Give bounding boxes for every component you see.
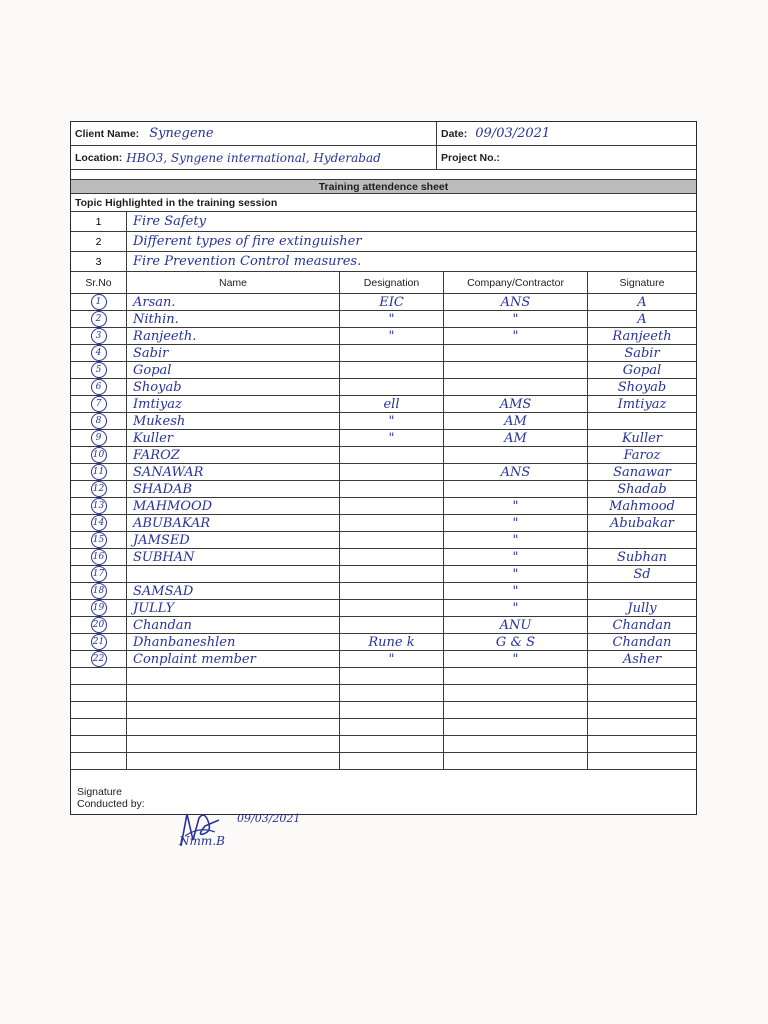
- sr-number: 17: [91, 566, 107, 582]
- table-row: [71, 685, 696, 702]
- sr-no-cell: [71, 549, 127, 565]
- company-text: ": [512, 498, 519, 514]
- header-signature: Signature: [619, 276, 665, 289]
- sr-number: 8: [91, 413, 107, 429]
- company-cell: [444, 311, 588, 327]
- name-cell: [127, 498, 340, 514]
- designation-cell: [340, 345, 444, 361]
- name-text: Mukesh: [133, 413, 186, 429]
- company-cell: [444, 719, 588, 735]
- sr-number: 18: [91, 583, 107, 599]
- name-cell: [127, 413, 340, 429]
- signature-cell: [588, 413, 696, 429]
- signature-text: A: [637, 294, 647, 310]
- signature-text: Sd: [633, 566, 651, 582]
- name-cell: [127, 651, 340, 667]
- name-cell: [127, 668, 340, 684]
- name-text: SHADAB: [133, 481, 192, 497]
- signature-text: Ranjeeth: [612, 328, 672, 344]
- sr-no-cell: [71, 651, 127, 667]
- designation-text: ": [388, 328, 395, 344]
- signature-text: Asher: [622, 651, 662, 667]
- company-cell: [444, 345, 588, 361]
- header-sr-no: Sr.No: [71, 272, 127, 293]
- designation-cell: [340, 617, 444, 633]
- name-cell: [127, 328, 340, 344]
- table-row: [71, 396, 696, 413]
- designation-cell: [340, 753, 444, 769]
- company-cell: [444, 600, 588, 616]
- name-cell: [127, 481, 340, 497]
- sr-number: 19: [91, 600, 107, 616]
- designation-text: Rune k: [368, 634, 415, 650]
- name-text: Conplaint member: [133, 651, 256, 667]
- table-header: [71, 272, 696, 294]
- sr-no-cell: [71, 311, 127, 327]
- signature-text: Shoyab: [617, 379, 667, 395]
- sr-no-cell: [71, 430, 127, 446]
- table-row: [71, 328, 696, 345]
- designation-cell: [340, 328, 444, 344]
- signature-text: Subhan: [616, 549, 668, 565]
- company-cell: [444, 413, 588, 429]
- name-cell: [127, 430, 340, 446]
- sr-no-cell: [71, 719, 127, 735]
- name-cell: [127, 702, 340, 718]
- name-cell: [127, 362, 340, 378]
- company-cell: [444, 651, 588, 667]
- signature-cell: [588, 345, 696, 361]
- designation-cell: [340, 515, 444, 531]
- sr-no-cell: [71, 498, 127, 514]
- sheet-banner: Training attendence sheet: [71, 180, 696, 194]
- name-cell: [127, 634, 340, 650]
- table-row: [71, 753, 696, 770]
- table-row: [71, 413, 696, 430]
- table-row: [71, 345, 696, 362]
- date-cell: [437, 122, 696, 145]
- location-label: Location:: [75, 151, 123, 164]
- table-row: [71, 379, 696, 396]
- name-cell: [127, 566, 340, 582]
- project-cell: [437, 146, 696, 169]
- company-cell: [444, 532, 588, 548]
- sr-number: 1: [91, 294, 107, 310]
- signature-block: [71, 770, 696, 814]
- name-text: MAHMOOD: [133, 498, 213, 514]
- name-cell: [127, 464, 340, 480]
- signature-cell: [588, 498, 696, 514]
- sr-no-cell: [71, 362, 127, 378]
- table-row: [71, 464, 696, 481]
- header-company: Company/Contractor: [444, 272, 588, 293]
- conductor-name: Nmm.B: [179, 834, 225, 848]
- signature-text: Jully: [627, 600, 657, 616]
- name-text: Imtiyaz: [133, 396, 182, 412]
- signature-cell: [588, 481, 696, 497]
- sr-no-cell: [71, 668, 127, 684]
- signature-text: Sabir: [624, 345, 660, 361]
- company-cell: [444, 549, 588, 565]
- sr-number: 21: [91, 634, 107, 650]
- name-cell: [127, 549, 340, 565]
- topic-number: 2: [71, 232, 127, 251]
- table-row: [71, 702, 696, 719]
- name-cell: [127, 753, 340, 769]
- table-row: [71, 447, 696, 464]
- sr-number: 7: [91, 396, 107, 412]
- company-text: AMS: [499, 396, 532, 412]
- name-text: SUBHAN: [133, 549, 195, 565]
- designation-text: ": [388, 430, 395, 446]
- designation-cell: [340, 702, 444, 718]
- attendance-sheet: [70, 121, 697, 815]
- company-text: ": [512, 311, 519, 327]
- sr-no-cell: [71, 583, 127, 599]
- date-label: Date:: [441, 127, 468, 140]
- company-cell: [444, 447, 588, 463]
- company-cell: [444, 464, 588, 480]
- signature-cell: [588, 396, 696, 412]
- company-cell: [444, 362, 588, 378]
- conductor-date: 09/03/2021: [237, 812, 301, 825]
- company-text: AM: [504, 413, 527, 429]
- table-row: [71, 311, 696, 328]
- client-label: Client Name:: [75, 127, 140, 140]
- table-row: [71, 549, 696, 566]
- sr-number: 2: [91, 311, 107, 327]
- location-value: HBO3, Syngene international, Hyderabad: [126, 150, 381, 165]
- sr-no-cell: [71, 566, 127, 582]
- table-row: [71, 532, 696, 549]
- company-text: ANU: [499, 617, 532, 633]
- sr-no-cell: [71, 328, 127, 344]
- date-value: 09/03/2021: [475, 126, 551, 141]
- signature-cell: [588, 719, 696, 735]
- table-row: [71, 736, 696, 753]
- company-cell: [444, 430, 588, 446]
- designation-cell: [340, 498, 444, 514]
- table-row: [71, 719, 696, 736]
- signature-cell: [588, 753, 696, 769]
- designation-cell: [340, 651, 444, 667]
- location-row: [71, 146, 696, 170]
- designation-cell: [340, 532, 444, 548]
- signature-cell: [588, 617, 696, 633]
- location-cell: [71, 146, 437, 169]
- designation-cell: [340, 430, 444, 446]
- company-text: ": [512, 600, 519, 616]
- attendance-rows: [71, 294, 696, 770]
- name-text: SAMSAD: [133, 583, 194, 599]
- signature-cell: [588, 634, 696, 650]
- client-row: [71, 122, 696, 146]
- name-text: ABUBAKAR: [133, 515, 211, 531]
- footer-row: [71, 770, 696, 814]
- signature-cell: [588, 328, 696, 344]
- name-cell: [127, 583, 340, 599]
- signature-text: Shadab: [617, 481, 667, 497]
- sr-no-cell: [71, 753, 127, 769]
- spacer-row: [71, 170, 696, 180]
- company-cell: [444, 668, 588, 684]
- company-cell: [444, 753, 588, 769]
- name-cell: [127, 311, 340, 327]
- company-text: ANS: [500, 294, 531, 310]
- designation-cell: [340, 413, 444, 429]
- signature-cell: [588, 515, 696, 531]
- company-text: ": [512, 549, 519, 565]
- name-cell: [127, 515, 340, 531]
- sr-no-cell: [71, 685, 127, 701]
- sr-number: 16: [91, 549, 107, 565]
- table-row: [71, 600, 696, 617]
- project-label: Project No.:: [441, 151, 500, 164]
- signature-text: Abubakar: [610, 515, 674, 531]
- sr-number: 11: [91, 464, 107, 480]
- sr-number: 4: [91, 345, 107, 361]
- company-cell: [444, 294, 588, 310]
- company-text: ": [512, 583, 519, 599]
- company-cell: [444, 481, 588, 497]
- company-cell: [444, 396, 588, 412]
- sr-no-cell: [71, 464, 127, 480]
- signature-cell: [588, 311, 696, 327]
- company-text: ": [512, 651, 519, 667]
- sr-no-cell: [71, 396, 127, 412]
- company-text: ANS: [500, 464, 531, 480]
- conducted-label: Conducted by:: [77, 798, 145, 810]
- name-text: Shoyab: [133, 379, 182, 395]
- name-cell: [127, 719, 340, 735]
- name-cell: [127, 617, 340, 633]
- sr-number: 9: [91, 430, 107, 446]
- designation-cell: [340, 362, 444, 378]
- topic-text: Fire Safety: [133, 214, 206, 229]
- sr-no-cell: [71, 532, 127, 548]
- header-name: Name: [127, 272, 340, 293]
- company-text: ": [512, 328, 519, 344]
- company-text: ": [512, 515, 519, 531]
- signature-text: Imtiyaz: [617, 396, 667, 412]
- signature-cell: [588, 583, 696, 599]
- sr-number: 12: [91, 481, 107, 497]
- sr-no-cell: [71, 481, 127, 497]
- name-cell: [127, 600, 340, 616]
- sr-no-cell: [71, 447, 127, 463]
- conductor-signature: [175, 806, 325, 856]
- name-cell: [127, 379, 340, 395]
- name-text: Arsan.: [133, 294, 176, 310]
- designation-text: ell: [383, 396, 400, 412]
- signature-cell: [588, 736, 696, 752]
- signature-text: Chandan: [612, 634, 672, 650]
- company-cell: [444, 702, 588, 718]
- topic-text: Fire Prevention Control measures.: [133, 254, 362, 269]
- name-text: Nithin.: [133, 311, 179, 327]
- table-row: [71, 617, 696, 634]
- sr-no-cell: [71, 600, 127, 616]
- table-row: [71, 583, 696, 600]
- name-text: FAROZ: [133, 447, 180, 463]
- table-row: [71, 566, 696, 583]
- designation-cell: [340, 719, 444, 735]
- name-text: Ranjeeth.: [133, 328, 197, 344]
- sr-number: 6: [91, 379, 107, 395]
- company-text: G & S: [495, 634, 536, 650]
- signature-cell: [588, 430, 696, 446]
- topic-text: Different types of fire extinguisher: [133, 234, 362, 249]
- designation-cell: [340, 685, 444, 701]
- signature-text: Kuller: [621, 430, 663, 446]
- designation-cell: [340, 396, 444, 412]
- designation-cell: [340, 634, 444, 650]
- name-text: JAMSED: [133, 532, 190, 548]
- company-cell: [444, 583, 588, 599]
- signature-text: Gopal: [622, 362, 662, 378]
- client-cell: [71, 122, 437, 145]
- signature-cell: [588, 464, 696, 480]
- table-row: [71, 651, 696, 668]
- designation-cell: [340, 600, 444, 616]
- company-text: ": [512, 532, 519, 548]
- topics-title: Topic Highlighted in the training session: [71, 194, 696, 212]
- sr-number: 13: [91, 498, 107, 514]
- signature-cell: [588, 702, 696, 718]
- name-cell: [127, 736, 340, 752]
- designation-text: ": [388, 311, 395, 327]
- table-row: [71, 481, 696, 498]
- designation-text: ": [388, 651, 395, 667]
- table-row: [71, 430, 696, 447]
- sr-no-cell: [71, 294, 127, 310]
- company-cell: [444, 617, 588, 633]
- name-text: Dhanbaneshlen: [133, 634, 236, 650]
- name-cell: [127, 532, 340, 548]
- company-cell: [444, 515, 588, 531]
- company-cell: [444, 498, 588, 514]
- signature-text: Sanawar: [613, 464, 671, 480]
- signature-cell: [588, 532, 696, 548]
- signature-label: Signature: [77, 786, 122, 798]
- client-value: Synegene: [149, 126, 214, 141]
- designation-text: EIC: [379, 294, 404, 310]
- signature-text: Chandan: [612, 617, 672, 633]
- signature-cell: [588, 549, 696, 565]
- topic-number: 1: [71, 212, 127, 231]
- signature-cell: [588, 651, 696, 667]
- topic-row: [71, 212, 696, 232]
- sr-number: 10: [91, 447, 107, 463]
- sr-number: 15: [91, 532, 107, 548]
- name-text: Chandan: [133, 617, 192, 633]
- company-cell: [444, 379, 588, 395]
- company-text: AM: [504, 430, 527, 446]
- company-text: ": [512, 566, 519, 582]
- company-cell: [444, 328, 588, 344]
- sr-no-cell: [71, 702, 127, 718]
- designation-text: ": [388, 413, 395, 429]
- sr-number: 20: [91, 617, 107, 633]
- name-cell: [127, 685, 340, 701]
- signature-text: Faroz: [623, 447, 661, 463]
- signature-cell: [588, 447, 696, 463]
- designation-cell: [340, 464, 444, 480]
- designation-cell: [340, 294, 444, 310]
- sr-no-cell: [71, 515, 127, 531]
- name-text: SANAWAR: [133, 464, 204, 480]
- table-row: [71, 634, 696, 651]
- signature-text: A: [637, 311, 647, 327]
- company-cell: [444, 736, 588, 752]
- name-cell: [127, 396, 340, 412]
- designation-cell: [340, 566, 444, 582]
- sr-number: 3: [91, 328, 107, 344]
- name-text: JULLY: [133, 600, 175, 616]
- sr-no-cell: [71, 617, 127, 633]
- signature-cell: [588, 294, 696, 310]
- header-designation: Designation: [340, 272, 444, 293]
- signature-cell: [588, 600, 696, 616]
- company-cell: [444, 566, 588, 582]
- designation-cell: [340, 379, 444, 395]
- table-row: [71, 362, 696, 379]
- company-cell: [444, 685, 588, 701]
- designation-cell: [340, 583, 444, 599]
- signature-cell: [588, 566, 696, 582]
- designation-cell: [340, 668, 444, 684]
- name-cell: [127, 345, 340, 361]
- name-text: Gopal: [133, 362, 172, 378]
- sr-no-cell: [71, 379, 127, 395]
- designation-cell: [340, 311, 444, 327]
- name-text: Sabir: [133, 345, 169, 361]
- table-row: [71, 294, 696, 311]
- sr-number: 14: [91, 515, 107, 531]
- topic-row: [71, 252, 696, 272]
- signature-cell: [588, 362, 696, 378]
- table-row: [71, 668, 696, 685]
- sr-no-cell: [71, 736, 127, 752]
- designation-cell: [340, 481, 444, 497]
- signature-cell: [588, 685, 696, 701]
- designation-cell: [340, 736, 444, 752]
- designation-cell: [340, 549, 444, 565]
- topic-number: 3: [71, 252, 127, 271]
- name-cell: [127, 294, 340, 310]
- signature-cell: [588, 668, 696, 684]
- name-cell: [127, 447, 340, 463]
- sr-number: 5: [91, 362, 107, 378]
- topic-row: [71, 232, 696, 252]
- designation-cell: [340, 447, 444, 463]
- sr-no-cell: [71, 413, 127, 429]
- table-row: [71, 515, 696, 532]
- sr-no-cell: [71, 345, 127, 361]
- company-cell: [444, 634, 588, 650]
- signature-text: Mahmood: [609, 498, 675, 514]
- name-text: Kuller: [133, 430, 174, 446]
- signature-cell: [588, 379, 696, 395]
- sr-number: 22: [91, 651, 107, 667]
- table-row: [71, 498, 696, 515]
- sr-no-cell: [71, 634, 127, 650]
